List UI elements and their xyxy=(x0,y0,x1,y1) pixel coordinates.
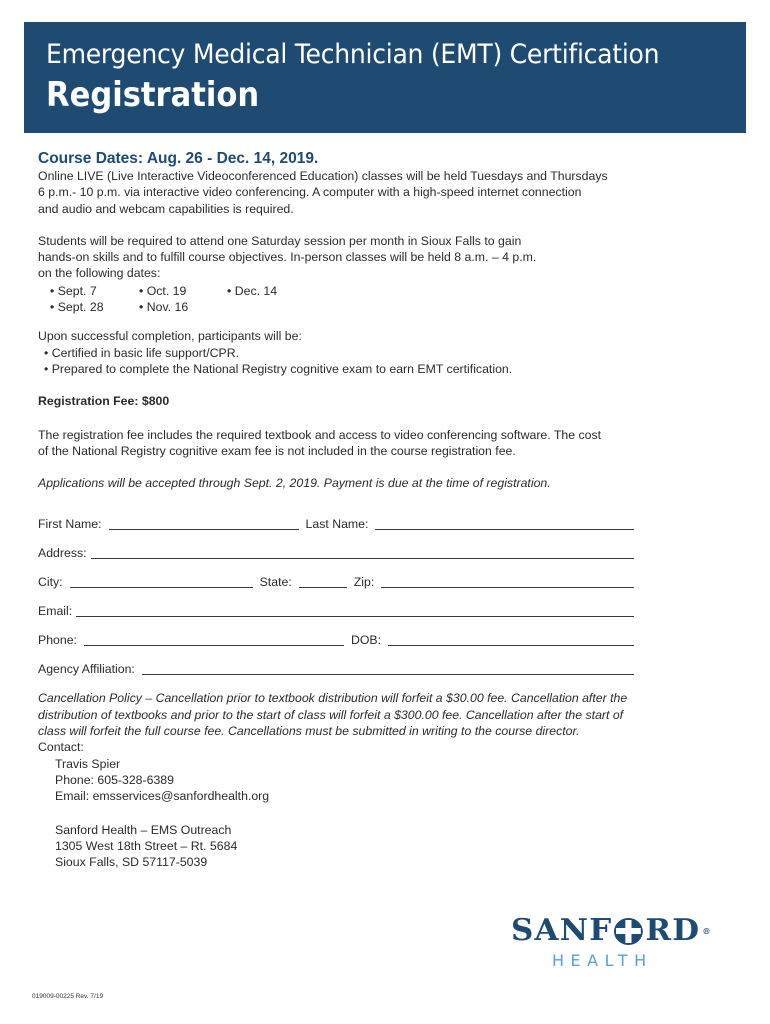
phone-label: Phone: xyxy=(38,633,77,648)
text-line: on the following dates: xyxy=(38,266,161,281)
zip-label: Zip: xyxy=(353,575,375,590)
text-line: and audio and webcam capabilities is required. xyxy=(38,201,294,216)
completion-list xyxy=(38,345,653,378)
contact-email: Email: emsservices@sanfordhealth.org xyxy=(55,789,270,804)
agency-row xyxy=(38,661,653,677)
list-item: • Sept. 28 xyxy=(50,300,104,315)
list-item: • Prepared to complete the National Registry cognitive exam to earn EMT certification. xyxy=(44,361,513,376)
text-line: hands-on skills and to fulfill course objectives. In-person classes will be held 8 a.m. – 4 p.m. xyxy=(38,250,537,265)
saturday-paragraph xyxy=(38,233,653,282)
contact-org: Sanford Health – EMS Outreach xyxy=(55,822,232,837)
contact-label: Contact: xyxy=(38,740,84,755)
registered-mark: ® xyxy=(702,926,712,936)
phone-row xyxy=(38,632,653,648)
list-item: • Oct. 19 xyxy=(139,283,187,298)
completion-intro: Upon successful completion, participants will be: xyxy=(38,329,302,344)
sanford-health-logo xyxy=(511,913,716,973)
contact-street: 1305 West 18th Street – Rt. 5684 xyxy=(55,838,238,853)
text-line: The registration fee includes the required textbook and access to video conferencing software. The cost xyxy=(38,427,602,442)
header-subtitle: Emergency Medical Technician (EMT) Certification xyxy=(46,39,660,70)
first-name-label: First Name: xyxy=(38,517,102,532)
text-line: 6 p.m.- 10 p.m. via interactive video conferencing. A computer with a high-speed internet connection xyxy=(38,185,582,200)
state-label: State: xyxy=(259,575,292,590)
last-name-field[interactable] xyxy=(375,518,634,530)
email-label: Email: xyxy=(38,604,73,619)
cancellation-policy xyxy=(38,690,653,739)
state-field[interactable] xyxy=(299,576,347,588)
first-name-field[interactable] xyxy=(109,518,299,530)
contact-name: Travis Spier xyxy=(55,756,121,771)
address-field[interactable] xyxy=(91,547,634,559)
list-item: • Nov. 16 xyxy=(139,300,189,315)
session-dates-list xyxy=(38,283,653,316)
dob-label: DOB: xyxy=(350,633,382,648)
last-name-label: Last Name: xyxy=(305,517,369,532)
text-line: Students will be required to attend one Saturday session per month in Sioux Falls to gain xyxy=(38,233,522,248)
contact-city: Sioux Falls, SD 57117-5039 xyxy=(55,855,208,870)
list-item: • Certified in basic life support/CPR. xyxy=(44,345,239,360)
fee-description xyxy=(38,427,653,460)
email-field[interactable] xyxy=(76,605,634,617)
text-line: distribution of textbooks and prior to the start of class will forfeit a $300.00 fee. Cancellation after the start of xyxy=(38,707,624,722)
online-paragraph xyxy=(38,168,653,217)
contact-block xyxy=(38,739,653,870)
page-title: Registration xyxy=(46,75,260,115)
agency-label: Agency Affiliation: xyxy=(38,662,135,677)
text-line: of the National Registry cognitive exam fee is not included in the course registration fee. xyxy=(38,443,516,458)
text-line: Online LIVE (Live Interactive Videoconferenced Education) classes will be held Tuesdays and Thursdays xyxy=(38,169,608,183)
logo-word-left: SANF xyxy=(511,913,613,948)
address-label: Address: xyxy=(38,546,87,561)
registration-fee: Registration Fee: $800 xyxy=(38,394,170,409)
zip-field[interactable] xyxy=(381,576,634,588)
course-dates: Course Dates: Aug. 26 - Dec. 14, 2019. xyxy=(38,150,319,167)
city-field[interactable] xyxy=(70,576,253,588)
text-line: class will forfeit the full course fee. Cancellations must be submitted in writing to the course director. xyxy=(38,724,580,739)
applications-note: Applications will be accepted through Sept. 2, 2019. Payment is due at the time of registration. xyxy=(38,476,551,491)
dob-field[interactable] xyxy=(388,634,634,646)
logo-subtitle: HEALTH xyxy=(552,951,653,970)
phone-field[interactable] xyxy=(84,634,344,646)
text-line: Cancellation Policy – Cancellation prior to textbook distribution will forfeit a $30.00 fee. Cancellation after the xyxy=(38,691,628,706)
list-item: • Dec. 14 xyxy=(227,283,278,298)
document-body xyxy=(38,150,653,870)
city-row xyxy=(38,574,653,590)
city-label: City: xyxy=(38,575,63,590)
header-banner xyxy=(24,22,746,133)
name-row xyxy=(38,516,653,532)
registration-form xyxy=(38,516,653,677)
logo-word-right: RD xyxy=(645,913,701,948)
email-row xyxy=(38,603,653,619)
footer-code: 019009-00225 Rev. 7/19 xyxy=(32,993,104,1000)
address-row xyxy=(38,545,653,561)
logo-wordmark xyxy=(511,913,722,949)
agency-field[interactable] xyxy=(142,663,634,675)
cross-icon xyxy=(614,918,643,945)
contact-phone: Phone: 605-328-6389 xyxy=(55,772,174,787)
list-item: • Sept. 7 xyxy=(50,283,97,298)
